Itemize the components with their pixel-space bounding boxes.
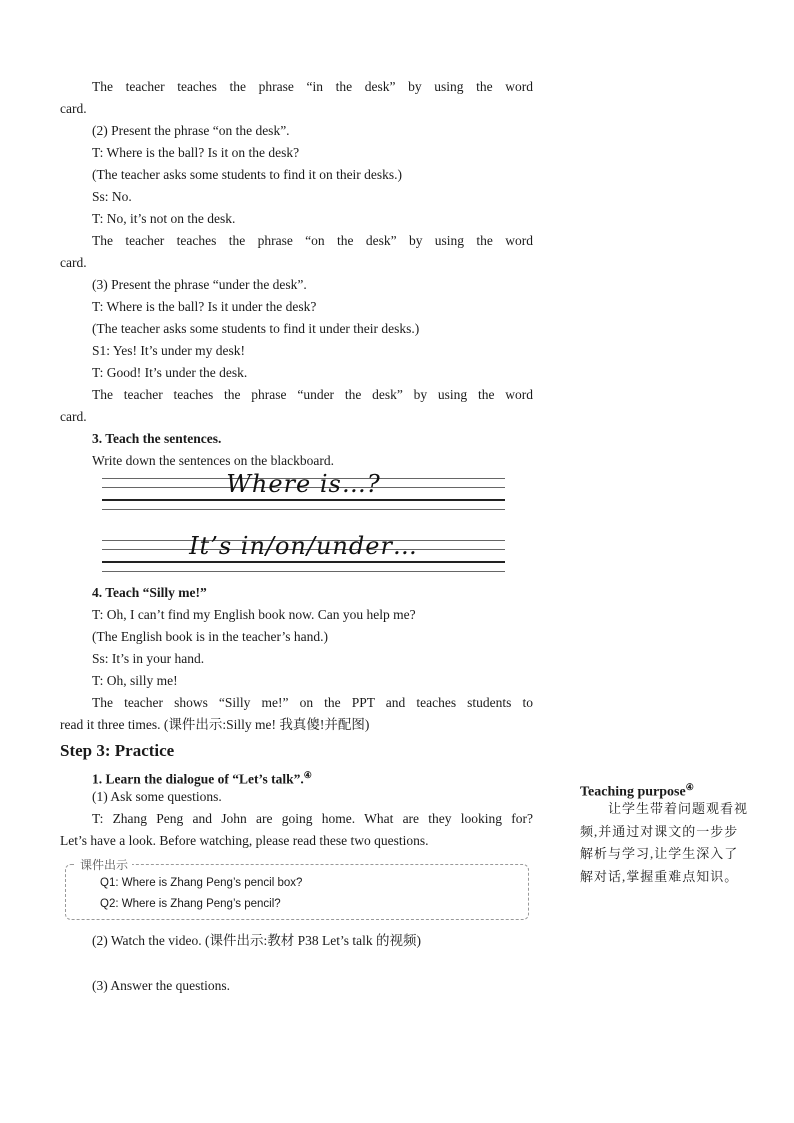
- paragraph: Ss: It’s in your hand.: [92, 651, 205, 666]
- teaching-purpose-sidebar: [580, 776, 752, 888]
- paragraph: read it three times. (课件出示:Silly me! 我真傻!并配图): [60, 717, 370, 732]
- paragraph: (2) Watch the video. (课件出示:教材 P38 Let’s talk 的视频): [92, 933, 421, 948]
- handwriting-sentence: Where is…?: [226, 470, 381, 498]
- paragraph: S1: Yes! It’s under my desk!: [92, 343, 246, 358]
- paragraph: The teacher teaches the phrase “under the desk” by using the word: [92, 387, 533, 402]
- lesson-plan-main: [60, 76, 533, 997]
- paragraph: T: Good! It’s under the desk.: [92, 365, 248, 380]
- paragraph: card.: [60, 255, 87, 270]
- paragraph: Let’s have a look. Before watching, please read these two questions.: [60, 833, 429, 848]
- paragraph: (3) Answer the questions.: [92, 978, 230, 993]
- section-heading: 4. Teach “Silly me!”: [92, 585, 207, 600]
- paragraph: T: Where is the ball? Is it under the desk?: [92, 299, 317, 314]
- paragraph: Ss: No.: [92, 189, 132, 204]
- section-heading-text: 1. Learn the dialogue of “Let’s talk”.: [92, 771, 304, 787]
- section-heading: [60, 764, 533, 786]
- paragraph: T: Oh, I can’t find my English book now. Can you help me?: [92, 607, 416, 622]
- courseware-box-title: 课件出示: [76, 856, 132, 873]
- paragraph: (1) Ask some questions.: [92, 789, 222, 804]
- courseware-box: [65, 858, 529, 920]
- paragraph: (The teacher asks some students to find it on their desks.): [92, 167, 403, 182]
- step-heading: Step 3: Practice: [60, 741, 175, 760]
- section-heading: 3. Teach the sentences.: [92, 431, 222, 446]
- paragraph: (The English book is in the teacher’s hand.): [92, 629, 328, 644]
- handwriting-block: [102, 470, 505, 510]
- footnote-mark: ④: [685, 782, 694, 792]
- sidebar-title-text: Teaching purpose: [580, 784, 686, 800]
- paragraph: (The teacher asks some students to find it under their desks.): [92, 321, 420, 336]
- paragraph: (3) Present the phrase “under the desk”.: [92, 277, 307, 292]
- paragraph: card.: [60, 409, 87, 424]
- paragraph: Write down the sentences on the blackboard.: [92, 453, 334, 468]
- handwriting-sentence: It’s in/on/under…: [189, 532, 418, 560]
- handwriting-block: [102, 532, 505, 572]
- paragraph: (2) Present the phrase “on the desk”.: [92, 123, 290, 138]
- paragraph: T: Where is the ball? Is it on the desk?: [92, 145, 300, 160]
- paragraph: T: Zhang Peng and John are going home. What are they looking for?: [92, 811, 533, 826]
- sidebar-title: [580, 776, 752, 798]
- paragraph: The teacher shows “Silly me!” on the PPT and teaches students to: [92, 695, 533, 710]
- paragraph: T: No, it’s not on the desk.: [92, 211, 236, 226]
- paragraph: The teacher teaches the phrase “in the desk” by using the word: [92, 79, 533, 94]
- sidebar-body: 让学生带着问题观看视频,并通过对课文的一步步解析与学习,让学生深入了解对话,掌握重难点知识。: [580, 801, 749, 884]
- paragraph: T: Oh, silly me!: [92, 673, 178, 688]
- question-1: Q1: Where is Zhang Peng’s pencil box?: [100, 877, 303, 889]
- question-2: Q2: Where is Zhang Peng’s pencil?: [100, 898, 281, 910]
- footnote-mark: ④: [303, 770, 312, 780]
- handwriting-lines: [102, 470, 505, 572]
- paragraph: The teacher teaches the phrase “on the desk” by using the word: [92, 233, 533, 248]
- paragraph: card.: [60, 101, 87, 116]
